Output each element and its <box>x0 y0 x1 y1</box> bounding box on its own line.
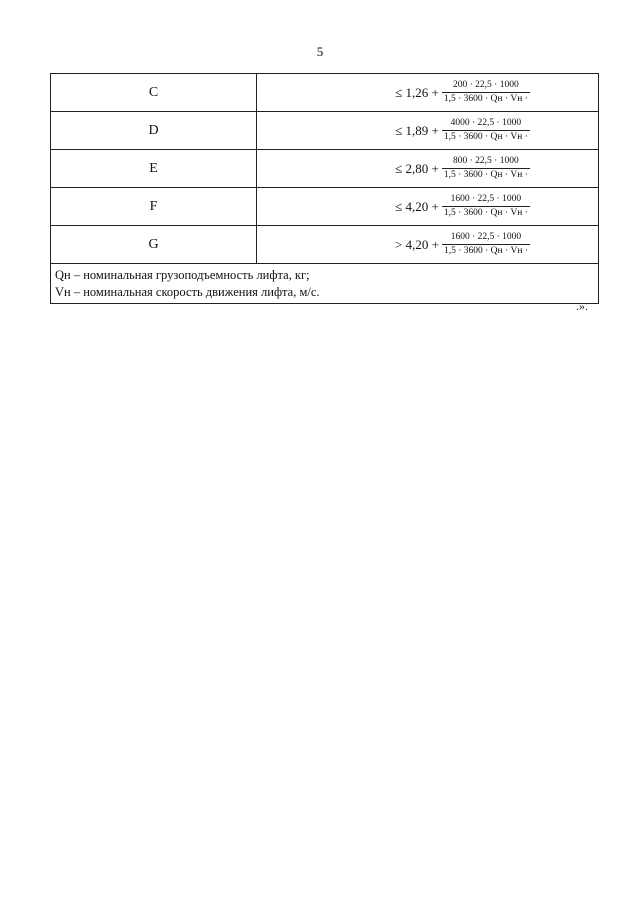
formula <box>325 231 530 258</box>
formula-prefix: ≤ 2,80 + <box>395 160 439 176</box>
formula-prefix: > 4,20 + <box>395 236 439 252</box>
table-row <box>51 188 599 226</box>
formula <box>325 79 530 106</box>
fraction-numerator: 4000 · 22,5 · 1000 <box>450 118 522 128</box>
fraction-denominator: 1,5 · 3600 · Qн · Vн · <box>443 94 528 104</box>
energy-class-table <box>50 73 599 304</box>
class-label: E <box>51 150 257 188</box>
table-row <box>51 74 599 112</box>
closing-quote-mark: .». <box>576 299 588 313</box>
fraction-numerator: 1600 · 22,5 · 1000 <box>450 232 522 242</box>
note-load-capacity: Qн – номинальная грузоподъемность лифта, кг; <box>55 268 310 282</box>
fraction-numerator: 1600 · 22,5 · 1000 <box>450 194 522 204</box>
notes-row <box>51 264 599 304</box>
table-row <box>51 150 599 188</box>
page-number: 5 <box>316 44 324 59</box>
formula-cell <box>257 74 599 112</box>
formula-prefix: ≤ 4,20 + <box>395 198 439 214</box>
formula <box>325 117 530 144</box>
fraction-denominator: 1,5 · 3600 · Qн · Vн · <box>443 170 528 180</box>
fraction <box>442 193 530 220</box>
notes-cell <box>51 264 599 304</box>
class-label: D <box>51 112 257 150</box>
table-row <box>51 226 599 264</box>
formula <box>325 155 530 182</box>
fraction-numerator: 200 · 22,5 · 1000 <box>453 80 519 90</box>
table-row <box>51 112 599 150</box>
formula-cell <box>257 188 599 226</box>
formula-cell <box>257 150 599 188</box>
formula-cell <box>257 112 599 150</box>
formula-prefix: ≤ 1,26 + <box>395 84 439 100</box>
fraction <box>442 155 530 182</box>
class-label: G <box>51 226 257 264</box>
class-label: F <box>51 188 257 226</box>
class-label: C <box>51 74 257 112</box>
fraction-denominator: 1,5 · 3600 · Qн · Vн · <box>443 132 528 142</box>
fraction <box>442 231 530 258</box>
fraction <box>442 117 530 144</box>
fraction-denominator: 1,5 · 3600 · Qн · Vн · <box>443 208 528 218</box>
formula-cell <box>257 226 599 264</box>
fraction-denominator: 1,5 · 3600 · Qн · Vн · <box>443 246 528 256</box>
formula <box>325 193 530 220</box>
note-speed: Vн – номинальная скорость движения лифта, м/с. <box>55 285 320 299</box>
fraction-numerator: 800 · 22,5 · 1000 <box>453 156 519 166</box>
fraction <box>442 79 530 106</box>
formula-prefix: ≤ 1,89 + <box>395 122 439 138</box>
